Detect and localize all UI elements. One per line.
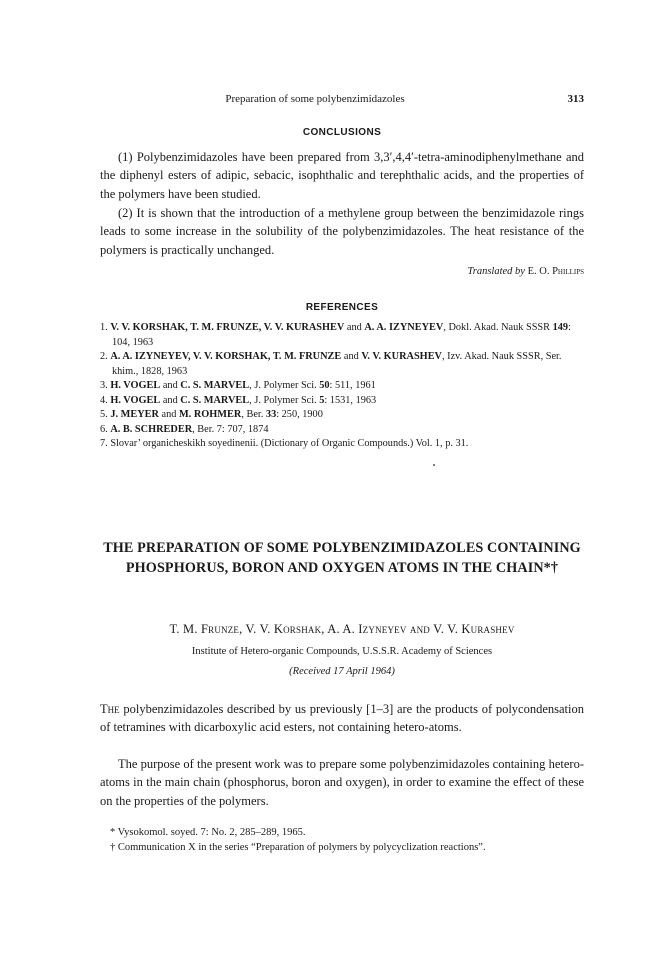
translated-by-label: Translated by bbox=[467, 266, 525, 277]
reference-item: 6. A. B. SCHREDER, Ber. 7: 707, 1874 bbox=[100, 423, 269, 435]
footnote-2: † Communication X in the series “Preparation of polymers by polycyclization reactions”. bbox=[110, 841, 486, 853]
page-number: 313 bbox=[567, 93, 584, 105]
footnotes bbox=[100, 826, 584, 855]
conclusion-2: (2) It is shown that the introduction of a methylene group between the benzimidazole rings leads to some increase in the solubility of the polybenzimidazoles. The heat resistance of the polymers is practically unchanged. bbox=[100, 206, 584, 257]
translator-credit bbox=[100, 266, 584, 277]
intro-text-1: polybenzimidazoles described by us previously [1–3] are the products of polycondensation of tetramines with dicarboxylic acid esters, not containing hetero-atoms. bbox=[100, 702, 584, 735]
article-title: THE PREPARATION OF SOME POLYBENZIMIDAZOLES CONTAINING PHOSPHORUS, BORON AND OXYGEN ATOMS IN THE CHAIN*† bbox=[103, 540, 581, 576]
reference-item: 3. H. VOGEL and C. S. MARVEL, J. Polymer Sci. 50: 511, 1961 bbox=[100, 380, 376, 391]
running-title: Preparation of some polybenzimidazoles bbox=[225, 93, 405, 105]
reference-item: 5. J. MEYER and M. ROHMER, Ber. 33: 250, 1900 bbox=[100, 409, 323, 420]
intro-paragraph-1 bbox=[100, 700, 584, 737]
reference-list bbox=[100, 321, 584, 452]
article-institute: Institute of Hetero-organic Compounds, U.S.S.R. Academy of Sciences bbox=[191, 646, 493, 657]
reference-item: 2. A. A. IZYNEYEV, V. V. KORSHAK, T. M. FRUNZE and V. V. KURASHEV, Izv. Akad. Nauk SSSR, Ser. khim., 1828, 1963 bbox=[100, 351, 562, 377]
article-authors: T. M. Frunze, V. V. Korshak, A. A. Izyneyev and V. V. Kurashev bbox=[169, 622, 515, 636]
lead-word: The bbox=[100, 702, 120, 716]
footnote-1: * Vysokomol. soyed. 7: No. 2, 285–289, 1965. bbox=[110, 827, 306, 838]
received-date: (Received 17 April 1964) bbox=[289, 666, 395, 677]
translator-name: E. O. Phillips bbox=[527, 266, 584, 277]
references-heading: REFERENCES bbox=[305, 302, 379, 313]
conclusions-heading: CONCLUSIONS bbox=[302, 127, 382, 138]
intro-paragraph-2: The purpose of the present work was to prepare some polybenzimidazoles containing hetero-atoms in the main chain (phosphorus, boron and oxygen), in order to examine the effect of these on the properties of the polymers. bbox=[100, 757, 584, 808]
reference-item: 4. H. VOGEL and C. S. MARVEL, J. Polymer Sci. 5: 1531, 1963 bbox=[100, 394, 377, 406]
reference-item: 7. Slovar’ organicheskikh soyedinenii. (Dictionary of Organic Compounds.) Vol. 1, p. 31. bbox=[100, 438, 469, 449]
conclusion-1: (1) Polybenzimidazoles have been prepared from 3,3′,4,4′-tetra-aminodiphenylmethane and the diphenyl esters of adipic, sebacic, isophthalic and terephthalic acids, and the properties of the polymers have been studied. bbox=[100, 150, 584, 201]
reference-item: 1. V. V. KORSHAK, T. M. FRUNZE, V. V. KURASHEV and A. A. IZYNEYEV, Dokl. Akad. Nauk SSSR 149: 104, 1963 bbox=[100, 322, 571, 348]
stray-dot bbox=[433, 464, 435, 466]
